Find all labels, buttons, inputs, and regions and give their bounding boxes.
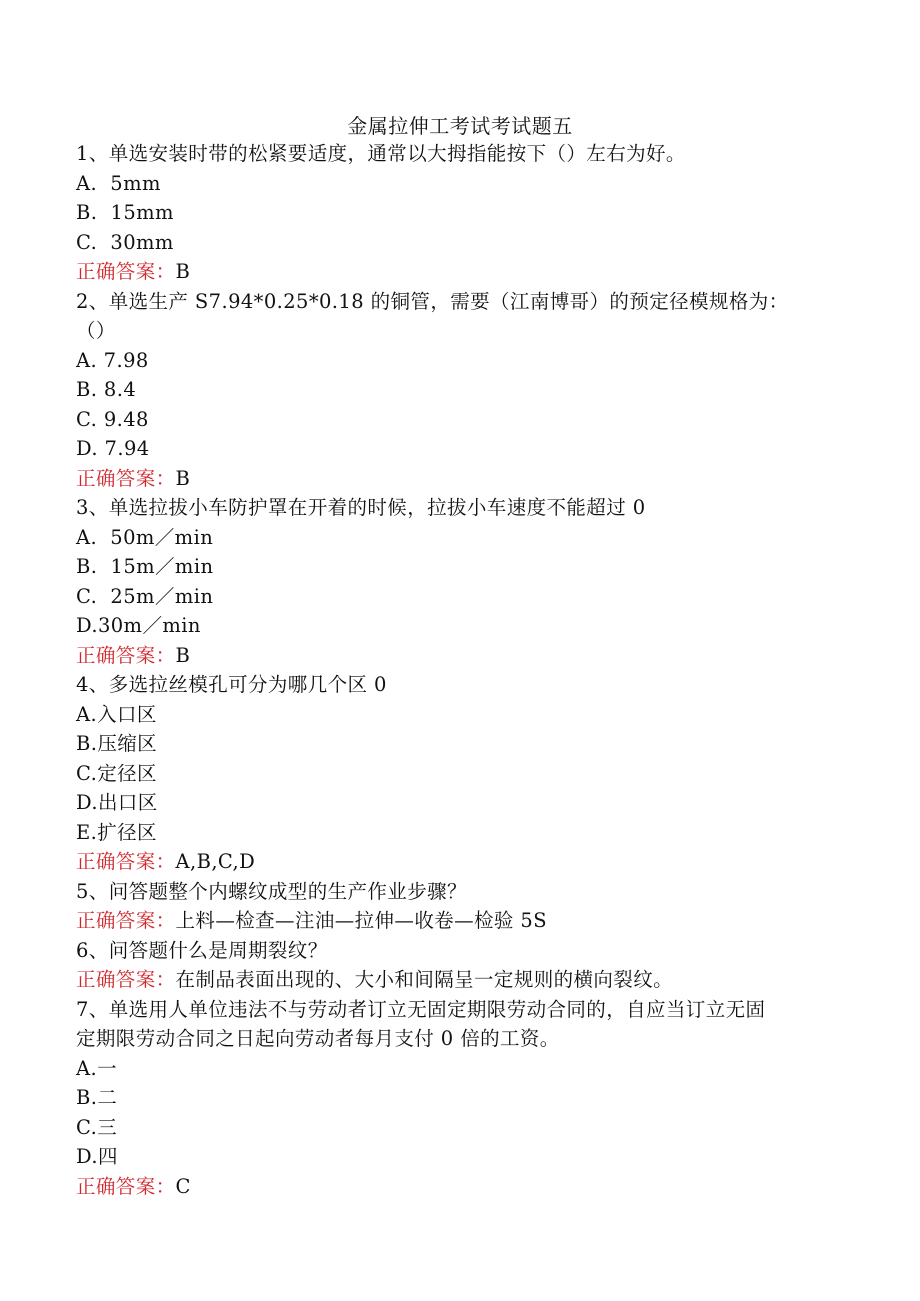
answer-value: 在制品表面出现的、大小和间隔呈一定规则的横向裂纹。 — [175, 968, 674, 991]
option-e: E.扩径区 — [76, 820, 157, 844]
answer-line — [76, 641, 846, 671]
option-b: B.压缩区 — [76, 732, 158, 755]
question-block — [76, 877, 846, 936]
question-block — [76, 493, 846, 670]
option-a: A.入口区 — [76, 702, 157, 726]
question-stem-continued: 定期限劳动合同之日起向劳动者每月支付 0 倍的工资。 — [76, 1027, 560, 1050]
answer-line — [76, 906, 846, 936]
question-stem: 1、单选安装时带的松紧要适度，通常以大拇指能按下（）左右为好。 — [76, 142, 686, 165]
page-title: 金属拉伸工考试考试题五 — [347, 114, 573, 138]
answer-label: 正确答案： — [76, 909, 176, 932]
answer-line — [76, 1172, 846, 1202]
question-stem: 7、单选用人单位违法不与劳动者订立无固定期限劳动合同的，自应当订立无固 — [76, 997, 766, 1021]
option-c: C. 9.48 — [76, 407, 149, 431]
question-stem-continued: （） — [76, 319, 116, 342]
question-stem: 5、问答题整个内螺纹成型的生产作业步骤？ — [76, 879, 467, 903]
option-b: B. 15mm — [76, 201, 174, 224]
answer-value: C — [175, 1174, 191, 1198]
option-c: C.定径区 — [76, 761, 157, 785]
option-b: B. 8.4 — [76, 378, 137, 401]
option-d: D.出口区 — [76, 791, 158, 814]
answer-line — [76, 257, 846, 287]
question-block — [76, 139, 846, 287]
question-block — [76, 936, 846, 995]
question-stem: 2、单选生产 S7.94*0.25*0.18 的铜管，需要（江南博哥）的预定径模规格为： — [76, 289, 789, 313]
question-stem: 6、问答题什么是周期裂纹？ — [76, 938, 328, 962]
option-b: B.二 — [76, 1086, 118, 1109]
answer-value: B — [175, 466, 191, 490]
answer-line — [76, 464, 846, 494]
question-block — [76, 995, 846, 1202]
answer-label: 正确答案： — [76, 1174, 176, 1198]
option-c: C. 30mm — [76, 230, 174, 254]
answer-line — [76, 965, 846, 995]
option-a: A. 7.98 — [76, 348, 149, 372]
answer-value: 上料—检查—注油—拉伸—收卷—检验 5S — [175, 909, 547, 932]
option-c: C. 25m／min — [76, 584, 214, 608]
option-c: C.三 — [76, 1115, 118, 1139]
answer-label: 正确答案： — [76, 466, 176, 490]
option-b: B. 15m／min — [76, 555, 214, 578]
question-block — [76, 670, 846, 877]
option-d: D.四 — [76, 1145, 118, 1168]
answer-label: 正确答案： — [76, 260, 176, 283]
option-a: A. 5mm — [76, 171, 161, 195]
question-stem: 4、多选拉丝模孔可分为哪几个区 0 — [76, 673, 387, 696]
question-list — [76, 139, 846, 1201]
answer-value: B — [175, 643, 191, 667]
answer-value: B — [175, 260, 191, 283]
question-block — [76, 287, 846, 494]
option-d: D.30m／min — [76, 614, 201, 637]
question-stem: 3、单选拉拔小车防护罩在开着的时候，拉拔小车速度不能超过 0 — [76, 496, 646, 519]
answer-label: 正确答案： — [76, 968, 176, 991]
answer-value: A,B,C,D — [175, 850, 256, 873]
option-a: A.一 — [76, 1056, 117, 1080]
option-a: A. 50m／min — [76, 525, 214, 549]
answer-label: 正确答案： — [76, 850, 176, 873]
answer-line — [76, 847, 846, 877]
answer-label: 正确答案： — [76, 643, 176, 667]
option-d: D. 7.94 — [76, 437, 150, 460]
